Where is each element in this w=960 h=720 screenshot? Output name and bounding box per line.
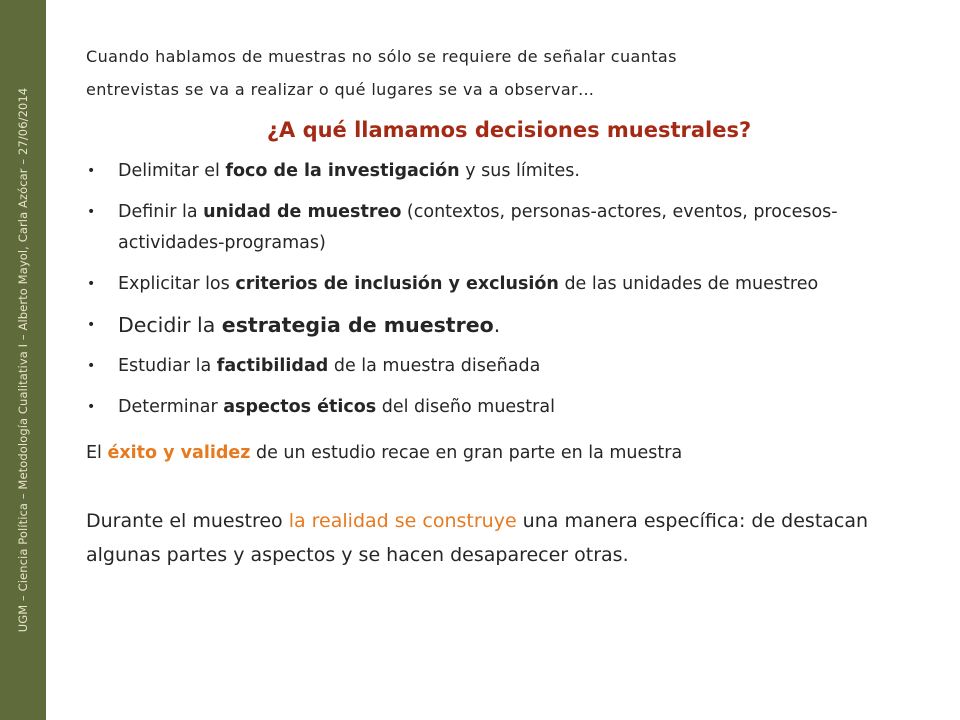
item-text-pre: Decidir la [118,313,222,337]
bullet-icon: • [87,276,96,292]
item-text-post: del diseño muestral [376,397,555,417]
item-text-bold: estrategia de muestreo [221,313,494,337]
intro-line-1: Cuando hablamos de muestras no sólo se requiere de señalar cuantas [86,47,677,66]
item-text-post: de las unidades de muestreo [558,274,819,294]
list-item [86,351,932,382]
list-item [86,310,932,341]
item-text-bold: aspectos éticos [223,397,377,417]
sidebar-caption: UGM – Ciencia Política – Metodología Cualitativa I – Alberto Mayol, Carla Azócar – 27/06/2014 [16,87,30,633]
intro-text [86,40,932,106]
item-text-post: . [493,313,501,337]
bullet-icon: • [87,399,96,415]
item-text-pre: Estudiar la [118,356,217,376]
item-text-bold: criterios de inclusión y exclusión [235,274,559,294]
intro-line-2: entrevistas se va a realizar o qué lugares se va a observar… [86,80,595,99]
list-item [86,197,932,259]
item-text-post: de la muestra diseñada [328,356,541,376]
bullet-icon: • [87,317,96,333]
success-paragraph [86,437,932,470]
bullet-icon: • [87,163,96,179]
item-text-pre: Explicitar los [118,274,236,294]
sampling-paragraph [86,504,932,572]
sidebar [0,0,46,720]
item-text-post: (contextos, personas-actores, eventos, procesos-actividades-programas) [118,202,838,253]
paragraph-text-pre: Durante el muestreo [86,510,289,532]
paragraph-highlight: éxito y validez [107,443,251,463]
list-item [86,156,932,187]
bullet-icon: • [87,204,96,220]
paragraph-highlight: la realidad se construye [288,510,517,532]
decision-list [86,156,932,423]
item-text-bold: foco de la investigación [225,161,460,181]
item-text-bold: factibilidad [216,356,329,376]
list-item [86,269,932,300]
bullet-icon: • [87,358,96,374]
paragraph-text-post: de un estudio recae en gran parte en la muestra [250,443,683,463]
item-text-pre: Definir la [118,202,204,222]
list-item [86,392,932,423]
item-text-pre: Determinar [118,397,224,417]
item-text-pre: Delimitar el [118,161,226,181]
item-text-post: y sus límites. [459,161,580,181]
slide-content [86,40,932,572]
item-text-bold: unidad de muestreo [203,202,402,222]
paragraph-text-post: una manera específica: de destacan algunas partes y aspectos y se hacen desaparecer otras. [86,510,869,566]
paragraph-text-pre: El [86,443,108,463]
section-heading: ¿A qué llamamos decisiones muestrales? [266,118,752,142]
